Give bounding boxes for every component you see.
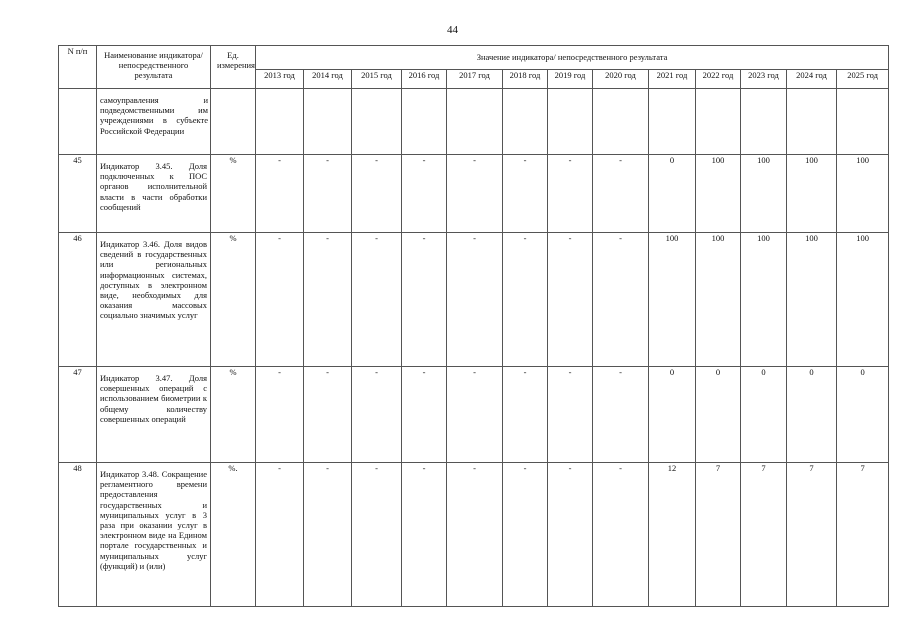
- year-2019: 2019 год: [548, 70, 593, 89]
- value-cell: -: [256, 233, 304, 367]
- table-row: [59, 463, 889, 607]
- value-cell: -: [304, 367, 352, 463]
- indicator-name: Индикатор 3.46. Доля видов сведений в государственных или региональных информационных системах, доступных в электронном виде, необходимых для оказания массовых социально значимых услуг: [97, 233, 211, 367]
- val: [256, 89, 304, 155]
- indicator-table: [58, 45, 889, 607]
- val: [837, 89, 889, 155]
- value-cell: 7: [741, 463, 787, 607]
- value-cell: 0: [837, 367, 889, 463]
- val: [696, 89, 741, 155]
- row-number: 48: [59, 463, 97, 607]
- value-cell: -: [447, 367, 503, 463]
- value-cell: -: [402, 233, 447, 367]
- year-2017: 2017 год: [447, 70, 503, 89]
- value-cell: 0: [696, 367, 741, 463]
- val: [352, 89, 402, 155]
- val: [304, 89, 352, 155]
- header-values: Значение индикатора/ непосредственного результата: [256, 46, 889, 70]
- value-cell: 0: [649, 155, 696, 233]
- val: [649, 89, 696, 155]
- value-cell: 100: [649, 233, 696, 367]
- continuation-text: самоуправления и подведомственными им учреждениями в субъекте Российской Федерации: [100, 95, 208, 136]
- value-cell: -: [503, 463, 548, 607]
- value-cell: 100: [696, 155, 741, 233]
- value-cell: 7: [787, 463, 837, 607]
- continuation-cell: [97, 89, 211, 155]
- indicator-name: Индикатор 3.45. Доля подключенных к ПОС органов исполнительной власти в части обработки сообщений: [97, 155, 211, 233]
- value-cell: 100: [787, 155, 837, 233]
- value-cell: -: [304, 233, 352, 367]
- header-num: N п/п: [59, 46, 97, 89]
- unit-cell: [211, 89, 256, 155]
- value-cell: 7: [837, 463, 889, 607]
- value-cell: -: [503, 367, 548, 463]
- row-num: [59, 89, 97, 155]
- value-cell: -: [447, 155, 503, 233]
- value-cell: -: [402, 463, 447, 607]
- val: [402, 89, 447, 155]
- val: [741, 89, 787, 155]
- row-number: 45: [59, 155, 97, 233]
- table-row-continuation: [59, 89, 889, 155]
- value-cell: -: [304, 155, 352, 233]
- year-2020: 2020 год: [593, 70, 649, 89]
- unit-cell: %.: [211, 463, 256, 607]
- page-number: 44: [447, 24, 458, 36]
- val: [548, 89, 593, 155]
- row-number: 47: [59, 367, 97, 463]
- value-cell: 100: [787, 233, 837, 367]
- year-2024: 2024 год: [787, 70, 837, 89]
- value-cell: -: [352, 367, 402, 463]
- value-cell: -: [548, 233, 593, 367]
- unit-cell: %: [211, 233, 256, 367]
- year-2016: 2016 год: [402, 70, 447, 89]
- value-cell: -: [593, 155, 649, 233]
- header-name: Наименование индикатора/непосредственного результата: [97, 46, 211, 89]
- value-cell: 12: [649, 463, 696, 607]
- unit-cell: %: [211, 367, 256, 463]
- value-cell: -: [304, 463, 352, 607]
- year-2014: 2014 год: [304, 70, 352, 89]
- value-cell: -: [548, 367, 593, 463]
- val: [593, 89, 649, 155]
- table-row: [59, 155, 889, 233]
- val: [447, 89, 503, 155]
- year-2022: 2022 год: [696, 70, 741, 89]
- year-2021: 2021 год: [649, 70, 696, 89]
- value-cell: -: [352, 155, 402, 233]
- table-row: [59, 367, 889, 463]
- table-row: [59, 233, 889, 367]
- value-cell: -: [402, 155, 447, 233]
- value-cell: -: [352, 463, 402, 607]
- value-cell: 0: [649, 367, 696, 463]
- value-cell: -: [256, 155, 304, 233]
- value-cell: -: [593, 233, 649, 367]
- indicator-name: Индикатор 3.47. Доля совершенных операций с использованием биометрии к общему количеству совершенных операций: [97, 367, 211, 463]
- value-cell: 0: [787, 367, 837, 463]
- value-cell: -: [503, 233, 548, 367]
- header-unit: Ед. измерения: [211, 46, 256, 89]
- year-2015: 2015 год: [352, 70, 402, 89]
- value-cell: 100: [837, 155, 889, 233]
- value-cell: -: [447, 463, 503, 607]
- value-cell: -: [447, 233, 503, 367]
- value-cell: 7: [696, 463, 741, 607]
- value-cell: 0: [741, 367, 787, 463]
- row-number: 46: [59, 233, 97, 367]
- val: [787, 89, 837, 155]
- year-2013: 2013 год: [256, 70, 304, 89]
- value-cell: -: [402, 367, 447, 463]
- year-2025: 2025 год: [837, 70, 889, 89]
- value-cell: -: [548, 463, 593, 607]
- value-cell: -: [593, 463, 649, 607]
- indicator-name: Индикатор 3.48. Сокращение регламентного времени предоставления государственных и муниципальных услуг в 3 раза при оказании услуг в электронном виде на Едином портале государственных и муниципальных услуг (функций) и (или): [97, 463, 211, 607]
- value-cell: -: [593, 367, 649, 463]
- val: [503, 89, 548, 155]
- value-cell: 100: [741, 155, 787, 233]
- value-cell: -: [548, 155, 593, 233]
- value-cell: -: [352, 233, 402, 367]
- value-cell: -: [256, 463, 304, 607]
- value-cell: 100: [837, 233, 889, 367]
- unit-cell: %: [211, 155, 256, 233]
- value-cell: 100: [696, 233, 741, 367]
- value-cell: -: [256, 367, 304, 463]
- value-cell: -: [503, 155, 548, 233]
- year-2018: 2018 год: [503, 70, 548, 89]
- year-2023: 2023 год: [741, 70, 787, 89]
- value-cell: 100: [741, 233, 787, 367]
